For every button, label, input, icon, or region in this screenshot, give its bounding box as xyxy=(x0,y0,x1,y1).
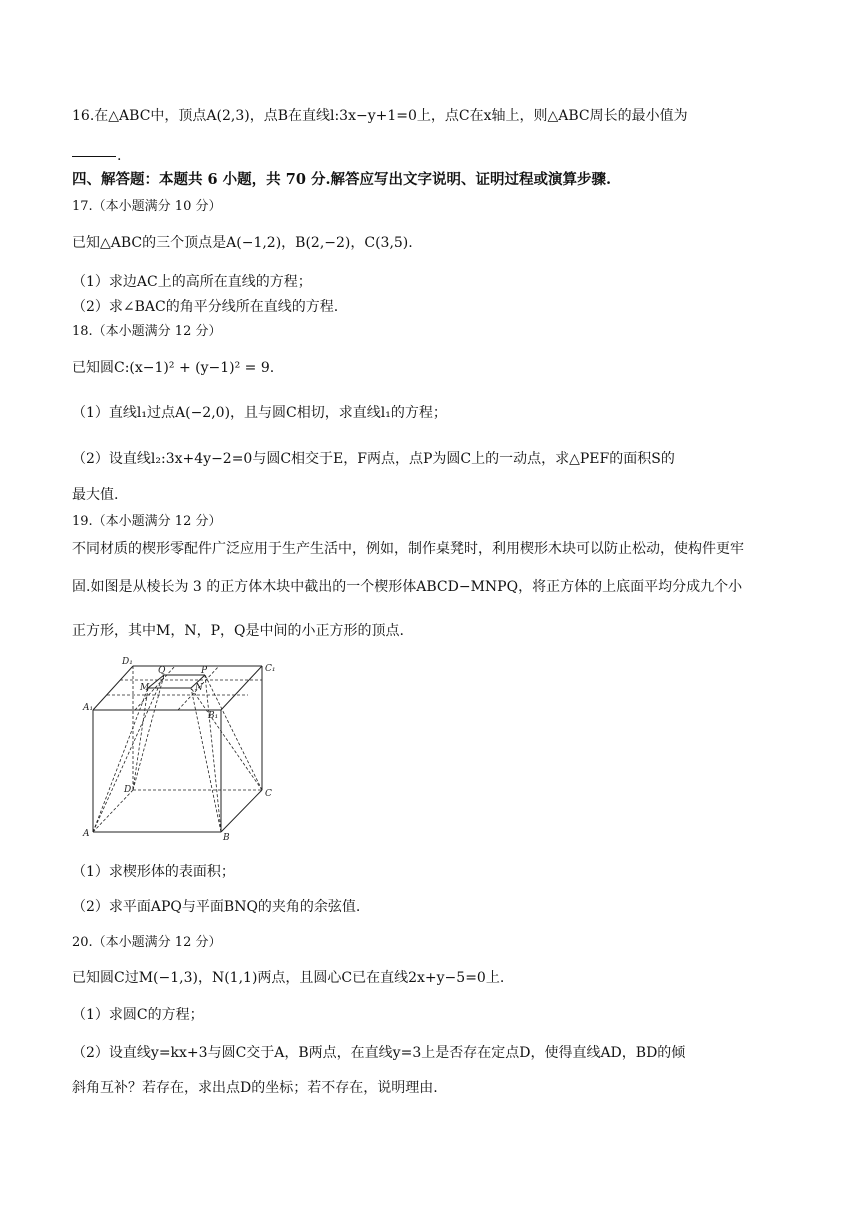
q19-heading: 19.（本小题满分 12 分） xyxy=(72,514,222,529)
q19-stem-2: 固.如图是从棱长为 3 的正方体木块中截出的一个楔形体ABCD−MNPQ，将正方体的上底面平均分成九个小 xyxy=(72,579,743,595)
label-d: D xyxy=(124,785,132,795)
wedge-figure xyxy=(72,652,292,847)
label-m: M xyxy=(140,683,150,693)
label-b: B xyxy=(223,833,230,843)
q16-end: . xyxy=(117,148,122,164)
answer-blank xyxy=(72,156,116,157)
q20-part1: （1）求圆C的方程； xyxy=(72,1007,204,1023)
label-c1: C₁ xyxy=(265,664,276,674)
q20-stem: 已知圆C过M(−1,3)，N(1,1)两点，且圆心C已在直线2x+y−5=0上. xyxy=(72,970,505,986)
q19-stem-1: 不同材质的楔形零配件广泛应用于生产生活中，例如，制作桌凳时，利用楔形木块可以防止松动，使构件更牢 xyxy=(72,541,744,557)
q20-part2: （2）设直线y=kx+3与圆C交于A，B两点，在直线y=3上是否存在定点D，使得直线AD，BD的倾 xyxy=(72,1045,686,1061)
label-c: C xyxy=(265,789,272,799)
label-a1: A₁ xyxy=(83,703,94,713)
label-d1: D₁ xyxy=(122,657,133,667)
label-n: N xyxy=(195,683,203,693)
section-heading: 四、解答题：本题共 6 小题，共 70 分.解答应写出文字说明、证明过程或演算步骤. xyxy=(72,171,612,188)
label-b1: B₁ xyxy=(208,711,219,721)
q17-heading: 17.（本小题满分 10 分） xyxy=(72,199,222,214)
label-p: P xyxy=(201,666,208,676)
q18-part2-cont: 最大值. xyxy=(72,487,119,503)
q18-heading: 18.（本小题满分 12 分） xyxy=(72,324,222,339)
q17-stem: 已知△ABC的三个顶点是A(−1,2)，B(2,−2)，C(3,5). xyxy=(72,235,413,251)
q18-stem: 已知圆C:(x−1)² + (y−1)² = 9. xyxy=(72,360,275,376)
label-q: Q xyxy=(158,666,166,676)
q18-part2: （2）设直线l₂:3x+4y−2=0与圆C相交于E，F两点，点P为圆C上的一动点，求△PEF的面积S的 xyxy=(72,451,675,467)
q19-part1: （1）求楔形体的表面积； xyxy=(72,864,235,880)
q19-stem-3: 正方形，其中M，N，P，Q是中间的小正方形的顶点. xyxy=(72,623,404,639)
q18-part1: （1）直线l₁过点A(−2,0)，且与圆C相切，求直线l₁的方程； xyxy=(72,405,447,421)
q19-part2: （2）求平面APQ与平面BNQ的夹角的余弦值. xyxy=(72,899,361,915)
q17-part2: （2）求∠BAC的角平分线所在直线的方程. xyxy=(72,299,339,315)
q17-part1: （1）求边AC上的高所在直线的方程； xyxy=(72,274,312,290)
q16-text: 16.在△ABC中，顶点A(2,3)，点B在直线l:3x−y+1=0上，点C在x轴上，则△ABC周长的最小值为 xyxy=(72,108,688,124)
label-a: A xyxy=(83,829,90,839)
q20-heading: 20.（本小题满分 12 分） xyxy=(72,935,222,950)
q20-part2-cont: 斜角互补？若存在，求出点D的坐标；若不存在，说明理由. xyxy=(72,1080,438,1096)
